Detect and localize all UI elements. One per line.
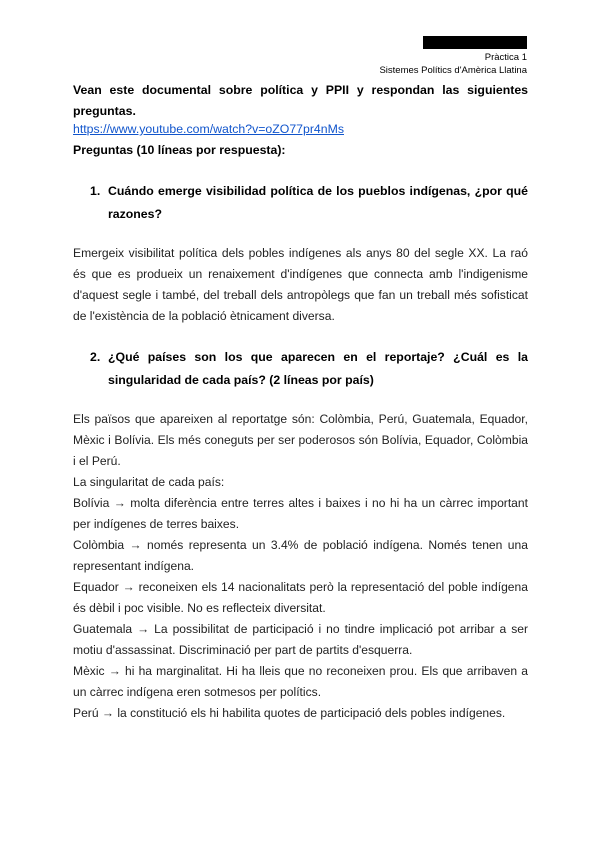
questions-heading: Preguntas (10 líneas por respuesta): (73, 143, 286, 157)
youtube-link[interactable]: https://www.youtube.com/watch?v=oZO77pr4nMs (73, 122, 344, 136)
question-1-number: 1. (90, 184, 101, 198)
answer-2-colombia: Colòmbia → només representa un 3.4% de població indígena. Només tenen una representant indígena. (73, 538, 528, 573)
answer-2-countries: Els països que apareixen al reportatge són: Colòmbia, Perú, Guatemala, Equador, Mèxic i Bolívia. Els més coneguts per ser poderosos són Bolívia, Equador, Colòmbia i el Perú. (73, 412, 528, 468)
answer-2-equador: Equador → reconeixen els 14 nacionalitats però la representació del poble indígena és dèbil i poc visible. No es reflecteix diversitat. (73, 580, 528, 615)
answer-2 (73, 409, 528, 724)
question-2 (90, 346, 528, 392)
header-course-code: Pràctica 1 (484, 52, 527, 63)
question-2-text: ¿Qué países son los que aparecen en el reportaje? ¿Cuál es la singularidad de cada país? (2 líneas por país) (108, 350, 528, 387)
header-course-title: Sistemes Polítics d'Amèrica Llatina (379, 65, 527, 76)
answer-2-mexic: Mèxic → hi ha marginalitat. Hi ha lleis que no reconeixen prou. Els que arribaven a un càrrec indígena eren sotmesos per polítics. (73, 664, 528, 699)
question-1 (90, 180, 528, 226)
answer-2-singularity-intro: La singularitat de cada país: (73, 475, 225, 489)
question-1-text: Cuándo emerge visibilidad política de los pueblos indígenas, ¿por qué razones? (108, 184, 528, 221)
redacted-name-box (423, 36, 527, 49)
answer-2-bolivia: Bolívia → molta diferència entre terres altes i baixes i no hi ha un càrrec important per indígenes de terres baixes. (73, 496, 528, 531)
question-2-number: 2. (90, 350, 101, 364)
intro-instructions: Vean este documental sobre política y PPII y respondan las siguientes preguntas. (73, 83, 528, 118)
answer-2-peru: Perú → la constitució els hi habilita quotes de participació dels pobles indígenes. (73, 706, 506, 720)
answer-1: Emergeix visibilitat política dels pobles indígenes als anys 80 del segle XX. La raó és que es produeix un renaixement d'indígenes que connecta amb l'indigenisme d'aquest segle i també, del treball dels antropòlegs que fan un treball més sofisticat de l'existència de la població ètnicament diversa. (73, 246, 528, 323)
answer-2-guatemala: Guatemala → La possibilitat de participació i no tindre implicació pot arribar a ser motiu d'assassinat. Discriminació per part de partits d'esquerra. (73, 622, 528, 657)
